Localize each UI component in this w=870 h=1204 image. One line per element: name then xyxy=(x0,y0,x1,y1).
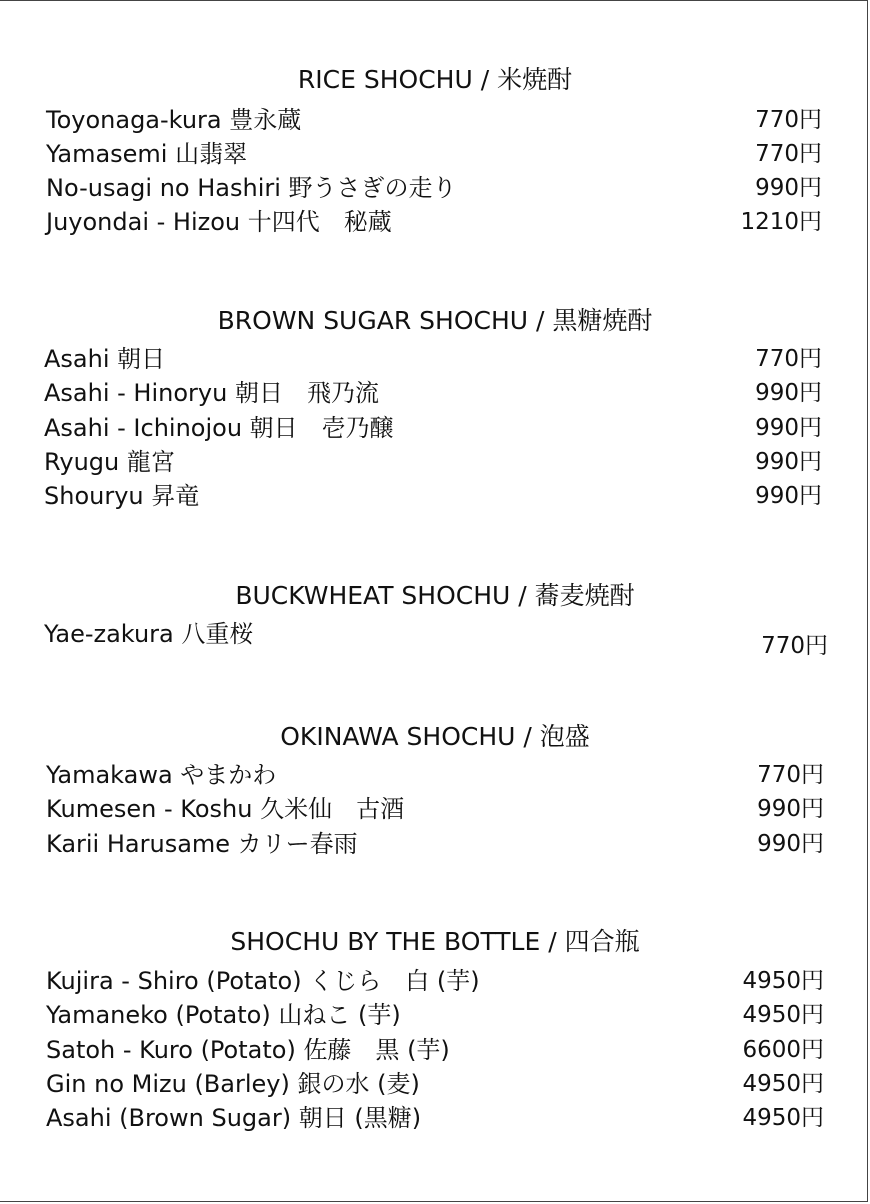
item-name: Toyonaga-kura 豊永蔵 xyxy=(46,106,302,134)
menu-item xyxy=(0,342,870,376)
item-name: Shouryu 昇竜 xyxy=(44,482,200,510)
menu-item xyxy=(0,758,870,792)
menu-item xyxy=(0,827,870,861)
item-name: Asahi (Brown Sugar) 朝日 (黒糖) xyxy=(46,1104,422,1132)
menu-item xyxy=(0,137,870,171)
menu-item xyxy=(0,171,870,205)
item-price: 990円 xyxy=(755,415,822,441)
item-price: 6600円 xyxy=(742,1037,824,1063)
item-name: Karii Harusame カリー春雨 xyxy=(46,830,358,858)
item-price: 770円 xyxy=(755,107,822,133)
item-name: No-usagi no Hashiri 野うさぎの走り xyxy=(46,174,457,202)
item-price: 1210円 xyxy=(740,209,822,235)
item-name: Satoh - Kuro (Potato) 佐藤 黒 (芋) xyxy=(46,1036,450,1064)
item-price: 990円 xyxy=(755,449,822,475)
menu-item xyxy=(0,1067,870,1101)
item-name: Yamaneko (Potato) 山ねこ (芋) xyxy=(46,1001,401,1029)
item-price: 990円 xyxy=(757,831,824,857)
menu-item xyxy=(0,479,870,513)
item-name: Juyondai - Hizou 十四代 秘蔵 xyxy=(46,208,392,236)
menu-item xyxy=(0,792,870,826)
item-price: 4950円 xyxy=(742,1105,824,1131)
section-title: OKINAWA SHOCHU / 泡盛 xyxy=(280,722,590,751)
item-name: Asahi - Ichinojou 朝日 壱乃醸 xyxy=(44,414,394,442)
menu-item xyxy=(0,998,870,1032)
menu-item xyxy=(0,445,870,479)
menu-item xyxy=(0,964,870,998)
menu-item xyxy=(0,1033,870,1067)
section-title: BUCKWHEAT SHOCHU / 蕎麦焼酎 xyxy=(235,581,635,610)
menu-item xyxy=(0,205,870,239)
item-name: Asahi - Hinoryu 朝日 飛乃流 xyxy=(44,379,379,407)
item-price: 4950円 xyxy=(742,968,824,994)
item-name: Asahi 朝日 xyxy=(44,345,166,373)
item-price: 770円 xyxy=(757,762,824,788)
item-name: Kujira - Shiro (Potato) くじら 白 (芋) xyxy=(46,967,480,995)
item-name: Yamasemi 山翡翠 xyxy=(46,140,248,168)
menu-item xyxy=(0,617,870,659)
menu-item xyxy=(0,1101,870,1135)
item-price: 990円 xyxy=(755,175,822,201)
item-price: 4950円 xyxy=(742,1071,824,1097)
item-price: 770円 xyxy=(755,141,822,167)
item-price: 990円 xyxy=(755,483,822,509)
item-price: 990円 xyxy=(757,796,824,822)
menu-item xyxy=(0,411,870,445)
section-title: SHOCHU BY THE BOTTLE / 四合瓶 xyxy=(230,927,640,956)
item-price: 770円 xyxy=(755,346,822,372)
menu-item xyxy=(0,103,870,137)
item-name: Gin no Mizu (Barley) 銀の水 (麦) xyxy=(46,1070,420,1098)
section-title: RICE SHOCHU / 米焼酎 xyxy=(297,65,573,94)
item-price: 770円 xyxy=(761,633,828,659)
item-name: Ryugu 龍宮 xyxy=(44,448,175,476)
item-name: Kumesen - Koshu 久米仙 古酒 xyxy=(46,795,405,823)
item-name: Yae-zakura 八重桜 xyxy=(44,620,254,648)
menu-item xyxy=(0,376,870,410)
item-name: Yamakawa やまかわ xyxy=(46,761,277,789)
item-price: 990円 xyxy=(755,380,822,406)
item-price: 4950円 xyxy=(742,1002,824,1028)
section-title: BROWN SUGAR SHOCHU / 黒糖焼酎 xyxy=(217,306,653,335)
